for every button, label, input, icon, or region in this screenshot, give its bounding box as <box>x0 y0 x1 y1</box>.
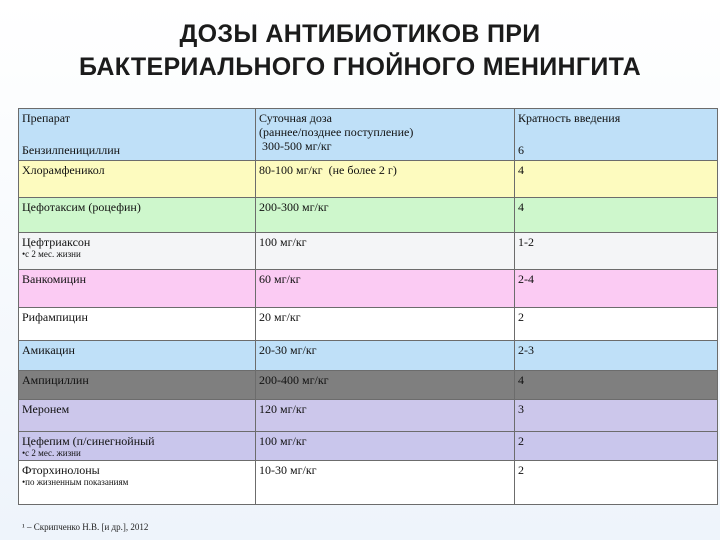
dose-cell: 20 мг/кг <box>256 308 515 341</box>
dose-cell: 20-30 мг/кг <box>256 341 515 371</box>
table-row <box>19 270 718 308</box>
table-row <box>19 432 718 461</box>
dose-cell: 10-30 мг/кг <box>256 461 515 505</box>
dose-cell: 100 мг/кг <box>256 233 515 270</box>
dose-cell: 200-300 мг/кг <box>256 198 515 233</box>
frequency-cell: 4 <box>515 161 718 198</box>
drug-cell <box>19 161 256 198</box>
table-row <box>19 308 718 341</box>
header-drug-label: Препарат <box>22 111 70 125</box>
dose-cell: 80-100 мг/кг (не более 2 г) <box>256 161 515 198</box>
frequency-cell: 2 <box>515 432 718 461</box>
dose-cell: 200-400 мг/кг <box>256 371 515 400</box>
table-row <box>19 341 718 371</box>
header-dose-value: 300-500 мг/кг <box>259 139 332 153</box>
header-freq-label: Кратность введения <box>518 111 621 125</box>
drug-name: Ванкомицин <box>22 272 87 286</box>
drug-name: Цефепим (п/синегнойный <box>22 434 155 448</box>
frequency-cell: 3 <box>515 400 718 432</box>
table-row <box>19 161 718 198</box>
drug-name: Хлорамфеникол <box>22 163 105 177</box>
frequency-cell: 2-3 <box>515 341 718 371</box>
drug-cell <box>19 270 256 308</box>
drug-name: Амикацин <box>22 343 75 357</box>
drug-name: Рифампицин <box>22 310 88 324</box>
drug-cell <box>19 233 256 270</box>
antibiotic-dose-table <box>18 108 718 505</box>
drug-name: Ампициллин <box>22 373 89 387</box>
frequency-cell: 4 <box>515 371 718 400</box>
header-drug-cell <box>19 109 256 161</box>
frequency-cell: 2-4 <box>515 270 718 308</box>
frequency-cell: 2 <box>515 308 718 341</box>
drug-cell <box>19 432 256 461</box>
frequency-cell: 2 <box>515 461 718 505</box>
header-dose-sublabel: (раннее/позднее поступление) <box>259 125 414 139</box>
footnote-citation: ¹ – Скрипченко Н.В. [и др.], 2012 <box>22 522 149 532</box>
header-dose-cell <box>256 109 515 161</box>
dose-cell: 100 мг/кг <box>256 432 515 461</box>
dose-cell: 120 мг/кг <box>256 400 515 432</box>
table-row <box>19 233 718 270</box>
drug-cell <box>19 461 256 505</box>
title-line-1: ДОЗЫ АНТИБИОТИКОВ ПРИ <box>179 20 541 48</box>
header-freq-cell <box>515 109 718 161</box>
drug-note: •с 2 мес. жизни <box>22 448 81 458</box>
frequency-cell: 4 <box>515 198 718 233</box>
dose-cell: 60 мг/кг <box>256 270 515 308</box>
page-title <box>0 18 720 84</box>
frequency-cell: 1-2 <box>515 233 718 270</box>
drug-cell <box>19 198 256 233</box>
drug-cell <box>19 341 256 371</box>
drug-cell <box>19 371 256 400</box>
drug-name: Цефтриаксон <box>22 235 91 249</box>
drug-name: Фторхинолоны <box>22 463 100 477</box>
drug-name: Меронем <box>22 402 70 416</box>
table-row <box>19 371 718 400</box>
table-row <box>19 198 718 233</box>
header-freq-value: 6 <box>518 143 524 157</box>
drug-name: Цефотаксим (роцефин) <box>22 200 141 214</box>
header-dose-label: Суточная доза <box>259 111 332 125</box>
drug-note: •по жизненным показаниям <box>22 477 129 487</box>
table-row <box>19 400 718 432</box>
header-drug-name: Бензилпенициллин <box>22 143 121 157</box>
title-line-2: БАКТЕРИАЛЬНОГО ГНОЙНОГО МЕНИНГИТА <box>79 53 641 81</box>
table-row <box>19 461 718 505</box>
drug-cell <box>19 400 256 432</box>
drug-cell <box>19 308 256 341</box>
drug-note: •с 2 мес. жизни <box>22 249 81 259</box>
table-header-row <box>19 109 718 161</box>
